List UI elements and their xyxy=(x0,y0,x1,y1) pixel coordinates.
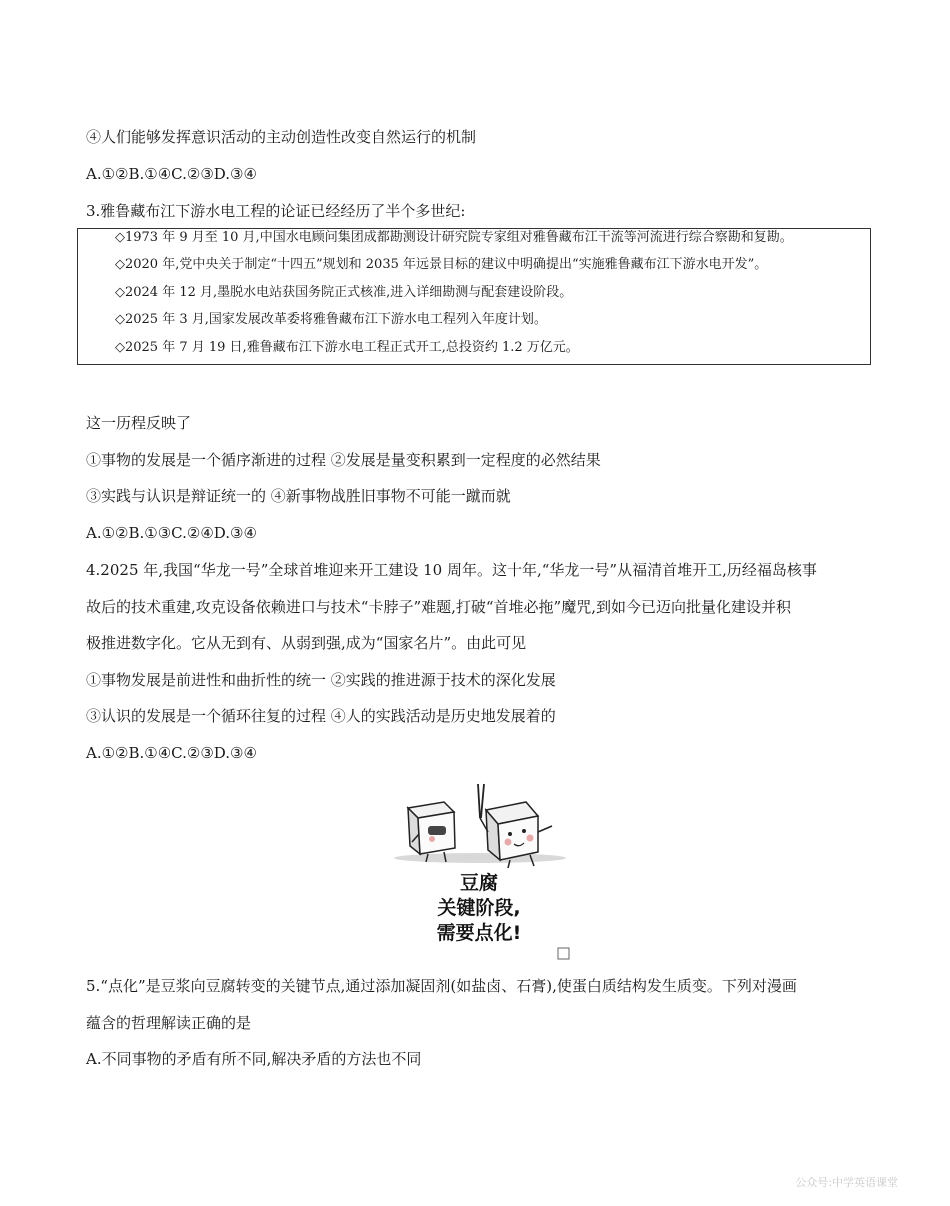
caption-line-3: 需要点化! xyxy=(436,922,522,944)
q3-lead: 这一历程反映了 xyxy=(86,414,192,432)
brush-icon xyxy=(478,784,484,818)
caption-line-1: 豆腐 xyxy=(459,872,499,894)
q5-stem-line-2: 蕴含的哲理解读正确的是 xyxy=(86,1014,252,1032)
tofu-cartoon xyxy=(388,782,570,964)
timeline-item: ◇2025 年 7 月 19 日,雅鲁藏布江下游水电工程正式开工,总投资约 1.2 万亿元。 xyxy=(115,340,579,355)
q4-stem-line-2: 故后的技术重建,攻克设备依赖进口与技术“卡脖子”难题,打破“首堆必拖”魔咒,到如今已迈向批量化建设并积 xyxy=(86,598,791,616)
q4-stem-line-1: 4.2025 年,我国“华龙一号”全球首堆迎来开工建设 10 周年。这十年,“华龙一号”从福清首堆开工,历经福岛核事 xyxy=(86,561,817,579)
q5-stem-line-1: 5.“点化”是豆浆向豆腐转变的关键节点,通过添加凝固剂(如盐卤、石膏),使蛋白质结构发生质变。下列对漫画 xyxy=(86,977,797,995)
q2-answer-choices: A.①②B.①④C.②③D.③④ xyxy=(86,165,257,183)
q3-answer-choices: A.①②B.①③C.②④D.③④ xyxy=(86,524,257,542)
q3-timeline-box xyxy=(77,228,871,365)
q2-option-4: ④人们能够发挥意识活动的主动创造性改变自然运行的机制 xyxy=(86,128,477,146)
q4-stem-line-3: 极推进数字化。它从无到有、从弱到强,成为“国家名片”。由此可见 xyxy=(86,634,527,652)
caption-line-2: 关键阶段, xyxy=(437,897,521,919)
q5-option-a: A.不同事物的矛盾有所不同,解决矛盾的方法也不同 xyxy=(86,1050,422,1068)
timeline-item: ◇2025 年 3 月,国家发展改革委将雅鲁藏布江下游水电工程列入年度计划。 xyxy=(115,312,547,327)
timeline-item: ◇2020 年,党中央关于制定“十四五”规划和 2035 年远景目标的建议中明确提出“实施雅鲁藏布江下游水电开发”。 xyxy=(115,257,768,272)
left-tofu-block xyxy=(408,802,455,862)
timeline-item: ◇2024 年 12 月,墨脱水电站获国务院正式核准,进入详细勘测与配套建设阶段。 xyxy=(115,285,573,300)
timeline-item: ◇1973 年 9 月至 10 月,中国水电顾问集团成都勘测设计研究院专家组对雅鲁藏布江干流等河流进行综合察勘和复勘。 xyxy=(115,230,793,245)
artist-stamp xyxy=(558,948,569,959)
q3-options-row-2: ③实践与认识是辩证统一的 ④新事物战胜旧事物不可能一蹴而就 xyxy=(86,487,511,505)
q4-options-row-1: ①事物发展是前进性和曲折性的统一 ②实践的推进源于技术的深化发展 xyxy=(86,671,556,689)
q3-options-row-1: ①事物的发展是一个循序渐进的过程 ②发展是量变积累到一定程度的必然结果 xyxy=(86,451,601,469)
q3-stem: 3.雅鲁藏布江下游水电工程的论证已经经历了半个多世纪: xyxy=(86,202,466,220)
q4-options-row-2: ③认识的发展是一个循环往复的过程 ④人的实践活动是历史地发展着的 xyxy=(86,707,556,725)
watermark: 公众号:中学英语课堂 xyxy=(795,1176,898,1189)
q4-answer-choices: A.①②B.①④C.②③D.③④ xyxy=(86,744,257,762)
